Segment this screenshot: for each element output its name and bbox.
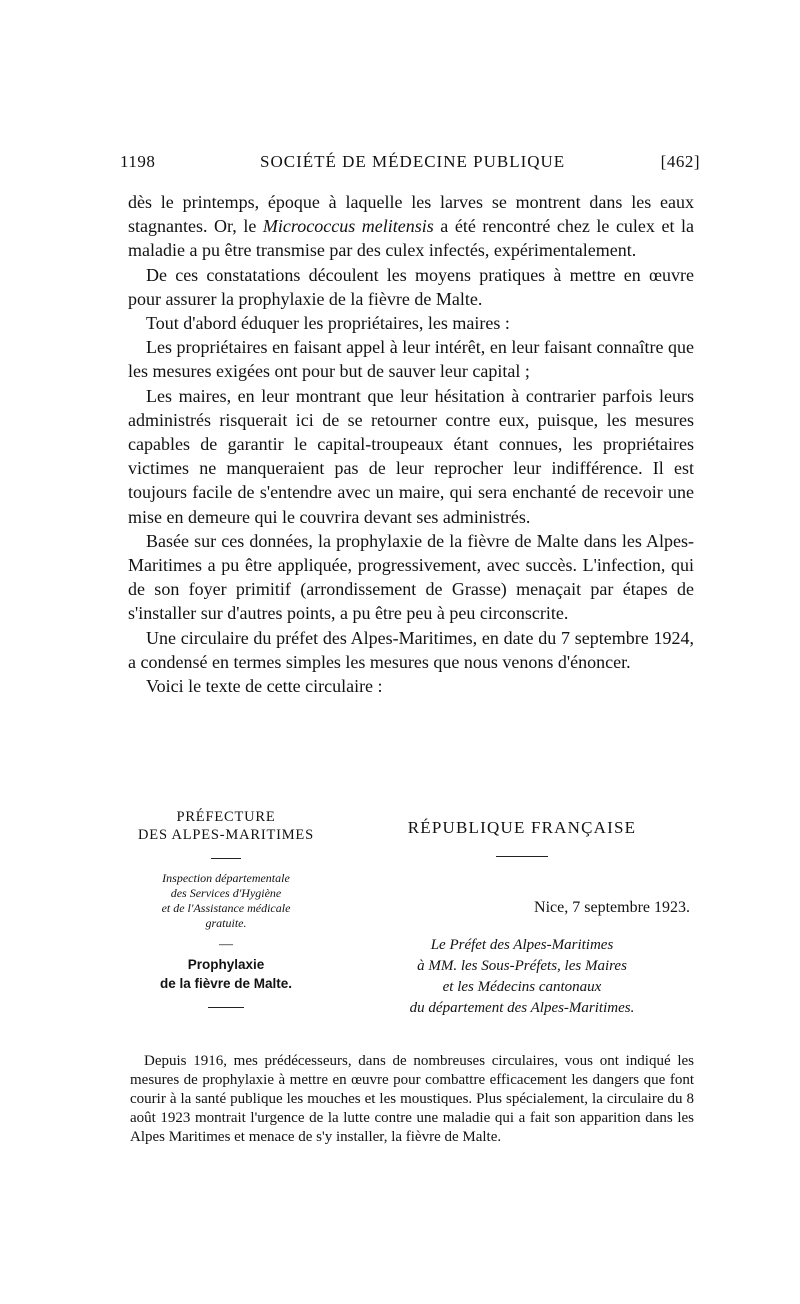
prefecture-line-2: DES ALPES-MARITIMES: [138, 827, 314, 843]
circular-paragraph: Depuis 1916, mes prédécesseurs, dans de nombreuses circulaires, vous ont indiqué les mesures de prophylaxie à mettre en œuvre pour combattre efficacement les dangers que font courir à la santé publique les mouches et les moustiques. Plus spécialement, la circulaire du 8 août 1923 montrait l'urgence de la lutte contre une maladie qui a fait son apparition dans les Alpes Maritimes et menace de s'y installer, la fièvre de Malte.: [130, 1053, 694, 1145]
page-number: 1198: [120, 152, 156, 171]
address-line-3: et les Médecins cantonaux: [442, 979, 602, 995]
address-line-4: du département des Alpes-Maritimes.: [409, 1000, 635, 1016]
prefecture-line-1: PRÉFECTURE: [176, 809, 276, 825]
paragraph-1-end: a été rencontré chez le culex et la maladie a pu être transmise par des culex infectés, expérimentalement.: [128, 216, 694, 261]
divider: [496, 856, 548, 857]
paragraph-4: Les propriétaires en faisant appel à leur intérêt, en leur faisant connaître que les mesures exigées ont pour but de sauver leur capital ;: [128, 337, 694, 382]
paragraph-8: Voici le texte de cette circulaire :: [146, 676, 383, 697]
inspection-line-4: gratuite.: [205, 916, 247, 930]
divider: [208, 1007, 244, 1008]
circular-right-heading: [352, 808, 692, 1019]
divider: [211, 858, 241, 859]
inspection-line-2: des Services d'Hygiène: [170, 886, 282, 900]
body-text: [128, 190, 694, 698]
paragraph-6: Basée sur ces données, la prophylaxie de la fièvre de Malte dans les Alpes-Maritimes a pu être appliquée, progressivement, avec succès. L'infection, qui de son foyer primitif (arrondissement de Grasse) menaçait par étapes de s'installer sur d'autres points, a pu être peu à peu circonscrite.: [128, 530, 694, 624]
date-line: Nice, 7 septembre 1923.: [534, 899, 690, 916]
paragraph-7: Une circulaire du préfet des Alpes-Maritimes, en date du 7 septembre 1924, a condensé en termes simples les mesures que nous venons d'énoncer.: [128, 627, 694, 672]
running-title: SOCIÉTÉ DE MÉDECINE PUBLIQUE: [260, 152, 566, 171]
republic-heading: RÉPUBLIQUE FRANÇAISE: [407, 818, 637, 837]
inspection-line-1: Inspection départementale: [162, 871, 290, 885]
paragraph-1: [128, 190, 694, 263]
bracket-page-number: [462]: [660, 152, 700, 171]
dash-separator: —: [219, 937, 233, 952]
subject-line-1: Prophylaxie: [187, 957, 265, 972]
address-line-1: Le Préfet des Alpes-Maritimes: [430, 937, 614, 953]
circular-body: [130, 1052, 694, 1147]
species-name: Micrococcus melitensis: [262, 216, 434, 237]
circular-left-heading: [116, 808, 336, 1008]
address-block: [352, 935, 692, 1019]
paragraph-5: Les maires, en leur montrant que leur hésitation à contrarier parfois leurs administrés risquerait ici de se retourner contre eux, puisque, les mesures capables de garantir le capital-troupeaux étant connues, les propriétaires victimes ne manqueraient pas de leur reprocher leur indifférence. Il est toujours facile de s'entendre avec un maire, qui sera enchanté de recevoir une mise en demeure qui le couvrira devant ses administrés.: [128, 385, 694, 527]
paragraph-2: De ces constatations découlent les moyens pratiques à mettre en œuvre pour assurer la prophylaxie de la fièvre de Malte.: [128, 264, 694, 309]
inspection-line-3: et de l'Assistance médicale: [161, 901, 291, 915]
paragraph-3: Tout d'abord éduquer les propriétaires, les maires :: [146, 313, 510, 334]
running-header: [120, 152, 700, 178]
paragraph-1-start: dès le printemps, époque à laquelle les larves se montrent dans les eaux stagnantes. Or, le: [128, 192, 694, 237]
subject-line-2: de la fièvre de Malte.: [159, 976, 293, 991]
address-line-2: à MM. les Sous-Préfets, les Maires: [417, 958, 627, 974]
